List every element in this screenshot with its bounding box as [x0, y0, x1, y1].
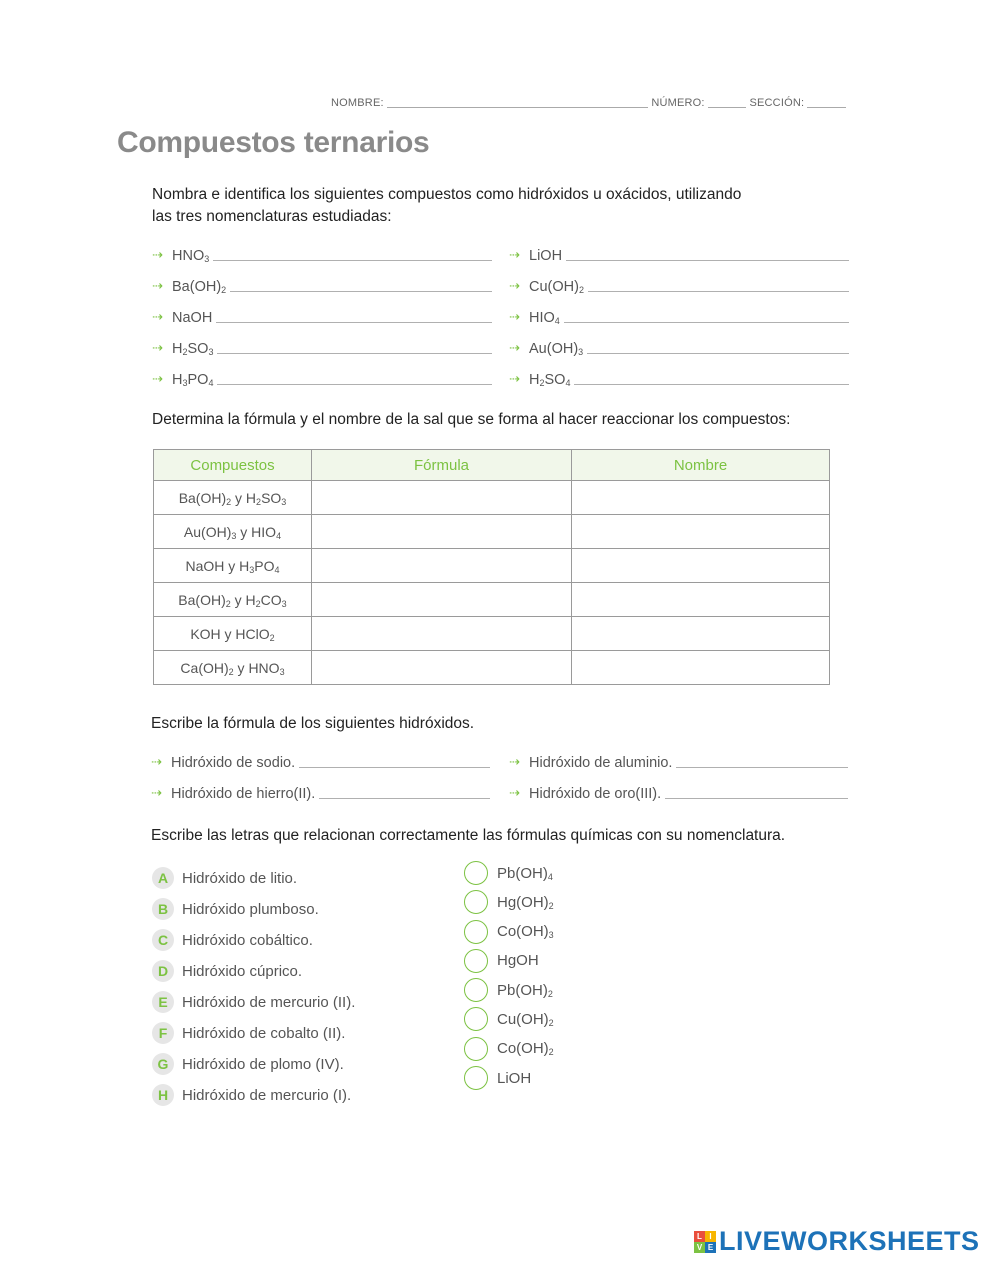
- numero-label: NÚMERO:: [651, 97, 705, 109]
- section4-instruction: Escribe las letras que relacionan correctamente las fórmulas químicas con su nomenclatura.: [151, 827, 786, 844]
- subscript: 2: [182, 347, 188, 357]
- name-text: Hidróxido de mercurio (I).: [182, 1086, 352, 1104]
- arrow-icon: ⇢: [152, 278, 163, 293]
- arrow-icon: ⇢: [509, 785, 520, 800]
- name-text: Hidróxido de plomo (IV).: [182, 1055, 344, 1073]
- formula-part: Ca(OH): [180, 659, 229, 676]
- subscript: 3: [204, 254, 210, 264]
- answer-circle[interactable]: [464, 1066, 488, 1090]
- answer-circle[interactable]: [464, 949, 488, 973]
- answer-line[interactable]: [217, 353, 492, 354]
- formula-part: SO: [261, 489, 282, 506]
- formula-part: CO: [260, 591, 282, 608]
- answer-line[interactable]: [574, 384, 849, 385]
- table-row: [154, 515, 830, 549]
- compound-item: [152, 306, 492, 326]
- page-title: Compuestos ternarios: [117, 126, 430, 159]
- compound-item: [509, 244, 849, 264]
- formula-part: y H: [230, 591, 256, 608]
- hydroxide-item: [151, 751, 490, 771]
- logo-mark-letter: E: [705, 1242, 716, 1253]
- formula-item: [464, 1036, 664, 1062]
- arrow-icon: ⇢: [509, 754, 520, 769]
- nombre-label: NOMBRE:: [331, 97, 384, 109]
- formula-part: y HIO: [236, 523, 277, 540]
- subscript: 2: [225, 598, 231, 609]
- compound-item: [509, 306, 849, 326]
- subscript: 4: [547, 871, 553, 882]
- seccion-label: SECCIÓN:: [749, 97, 805, 109]
- answer-line[interactable]: [665, 798, 848, 799]
- compounds-cell: [154, 515, 312, 549]
- name-item: [152, 897, 452, 921]
- letter-badge: G: [152, 1053, 174, 1075]
- formula-text: [497, 1011, 554, 1028]
- subscript: 2: [548, 900, 554, 911]
- hydroxide-name: Hidróxido de aluminio.: [529, 755, 673, 771]
- seccion-field[interactable]: [807, 97, 846, 108]
- answer-circle[interactable]: [464, 861, 488, 885]
- arrow-icon: ⇢: [509, 309, 520, 324]
- formula-text: [497, 1070, 531, 1087]
- compound-formula: [172, 310, 212, 326]
- formula-part: LiOH: [529, 248, 563, 264]
- table-row: [154, 549, 830, 583]
- letter-badge: A: [152, 867, 174, 889]
- arrow-icon: ⇢: [152, 309, 163, 324]
- formula-part: H: [529, 372, 540, 388]
- subscript: 3: [182, 378, 188, 388]
- compound-formula: [172, 248, 209, 264]
- formula-text: [497, 1040, 554, 1057]
- formula-part: Cu(OH): [497, 1010, 549, 1028]
- formula-item: [464, 1065, 664, 1091]
- letter-badge: D: [152, 960, 174, 982]
- subscript: 2: [548, 1017, 554, 1028]
- formula-part: KOH y HClO: [190, 625, 270, 642]
- answer-line[interactable]: [299, 767, 490, 768]
- formula-item: [464, 860, 664, 886]
- table-row: [154, 583, 830, 617]
- compound-formula: [529, 372, 570, 388]
- answer-circle[interactable]: [464, 1007, 488, 1031]
- subscript: 4: [276, 530, 282, 541]
- formula-part: Ba(OH): [178, 591, 226, 608]
- hydroxide-item: [509, 782, 848, 802]
- subscript: 3: [231, 530, 237, 541]
- formula-part: NaOH y H: [185, 557, 250, 574]
- section1-right-column: [509, 244, 849, 399]
- formula-item: [464, 1006, 664, 1032]
- answer-line[interactable]: [564, 322, 849, 323]
- formula-item: [464, 889, 664, 915]
- compounds-cell: [154, 617, 312, 651]
- answer-line[interactable]: [676, 767, 848, 768]
- formula-cell[interactable]: [312, 481, 572, 515]
- numero-field[interactable]: [708, 97, 747, 108]
- formula-text: [497, 952, 539, 969]
- name-item: [152, 928, 452, 952]
- letter-badge: H: [152, 1084, 174, 1106]
- answer-line[interactable]: [216, 322, 492, 323]
- formula-part: Cu(OH): [529, 279, 579, 295]
- formula-part: Au(OH): [529, 341, 579, 357]
- header-compuestos: Compuestos: [154, 450, 312, 481]
- compound-item: [509, 368, 849, 388]
- compound-formula: [172, 279, 226, 295]
- formula-cell[interactable]: [312, 549, 572, 583]
- formula-cell[interactable]: [312, 651, 572, 685]
- formula-part: PO: [187, 372, 209, 388]
- answer-line[interactable]: [566, 260, 849, 261]
- salt-table: [153, 449, 830, 685]
- formula-part: PO: [254, 557, 275, 574]
- subscript: 2: [548, 1047, 554, 1058]
- subscript: 3: [578, 347, 584, 357]
- compound-item: [152, 275, 492, 295]
- logo-text: LIVEWORKSHEETS: [719, 1226, 980, 1256]
- subscript: 2: [578, 285, 584, 295]
- hydroxide-item: [151, 782, 490, 802]
- name-text: Hidróxido de cobalto (II).: [182, 1024, 346, 1042]
- subscript: 2: [228, 666, 234, 677]
- arrow-icon: ⇢: [509, 371, 520, 386]
- formula-part: HIO: [529, 310, 555, 326]
- formula-text: [497, 894, 554, 911]
- subscript: 4: [208, 378, 214, 388]
- table-row: [154, 617, 830, 651]
- nombre-cell[interactable]: [572, 549, 830, 583]
- formula-cell[interactable]: [312, 617, 572, 651]
- answer-circle[interactable]: [464, 1037, 488, 1061]
- answer-circle[interactable]: [464, 890, 488, 914]
- subscript: 4: [565, 378, 571, 388]
- formula-text: [497, 865, 553, 882]
- answer-line[interactable]: [588, 291, 849, 292]
- subscript: 4: [554, 316, 560, 326]
- formula-part: Pb(OH): [497, 864, 548, 882]
- formula-part: Co(OH): [497, 1040, 549, 1058]
- arrow-icon: ⇢: [509, 340, 520, 355]
- formula-item: [464, 919, 664, 945]
- formula-part: HgOH: [497, 952, 539, 970]
- name-item: [152, 990, 452, 1014]
- logo-mark-icon: [694, 1231, 716, 1253]
- section1-instruction-line1: Nombra e identifica los siguientes compuestos como hidróxidos u oxácidos, utilizando: [152, 186, 742, 203]
- answer-line[interactable]: [217, 384, 492, 385]
- nombre-field[interactable]: [387, 97, 649, 108]
- nombre-cell[interactable]: [572, 583, 830, 617]
- answer-circle[interactable]: [464, 978, 488, 1002]
- answer-line[interactable]: [230, 291, 492, 292]
- answer-line[interactable]: [319, 798, 490, 799]
- compounds-cell: [154, 583, 312, 617]
- formula-part: y H: [231, 489, 257, 506]
- section1-left-column: [152, 244, 492, 399]
- formula-part: NaOH: [172, 310, 213, 326]
- subscript: 2: [226, 496, 232, 507]
- compound-item: [152, 337, 492, 357]
- compound-formula: [529, 279, 584, 295]
- arrow-icon: ⇢: [509, 247, 520, 262]
- compound-formula: [172, 341, 213, 357]
- subscript: 2: [256, 496, 262, 507]
- formula-item: [464, 948, 664, 974]
- compounds-cell: [154, 549, 312, 583]
- formula-part: Pb(OH): [497, 981, 548, 999]
- logo-mark-letter: L: [694, 1231, 705, 1242]
- section1-instruction: [152, 184, 741, 228]
- letter-badge: F: [152, 1022, 174, 1044]
- formula-part: H: [172, 372, 183, 388]
- letter-badge: E: [152, 991, 174, 1013]
- formula-part: Ba(OH): [178, 489, 227, 506]
- subscript: 2: [539, 378, 545, 388]
- arrow-icon: ⇢: [509, 278, 520, 293]
- name-item: [152, 866, 452, 890]
- arrow-icon: ⇢: [151, 785, 162, 800]
- nombre-cell[interactable]: [572, 617, 830, 651]
- student-header: [331, 93, 849, 109]
- nombre-cell[interactable]: [572, 515, 830, 549]
- compound-item: [509, 275, 849, 295]
- liveworksheets-logo: [694, 1226, 980, 1257]
- formula-part: H: [172, 341, 183, 357]
- nombre-cell[interactable]: [572, 481, 830, 515]
- compound-formula: [172, 372, 213, 388]
- formula-part: LiOH: [497, 1069, 532, 1087]
- section1-instruction-line2: las tres nomenclaturas estudiadas:: [152, 208, 392, 225]
- section3-items: [151, 751, 848, 802]
- formula-part: Co(OH): [497, 923, 549, 941]
- formula-part: Au(OH): [183, 523, 232, 540]
- subscript: 3: [281, 598, 287, 609]
- table-row: [154, 481, 830, 515]
- name-item: [152, 1021, 452, 1045]
- formula-text: [497, 923, 554, 940]
- subscript: 3: [208, 347, 214, 357]
- subscript: 3: [281, 496, 287, 507]
- formulas-list: [464, 860, 664, 1094]
- name-text: Hidróxido cúprico.: [182, 962, 303, 980]
- formula-cell[interactable]: [312, 583, 572, 617]
- subscript: 2: [255, 598, 261, 609]
- answer-circle[interactable]: [464, 920, 488, 944]
- hydroxide-name: Hidróxido de sodio.: [171, 755, 296, 771]
- table-row: [154, 651, 830, 685]
- subscript: 3: [279, 666, 285, 677]
- formula-part: HNO: [172, 248, 205, 264]
- subscript: 4: [274, 564, 280, 575]
- section3-instruction: Escribe la fórmula de los siguientes hidróxidos.: [151, 715, 475, 732]
- answer-line[interactable]: [587, 353, 849, 354]
- arrow-icon: ⇢: [152, 247, 163, 262]
- formula-part: SO: [187, 341, 209, 357]
- hydroxide-name: Hidróxido de hierro(II).: [171, 786, 316, 802]
- arrow-icon: ⇢: [152, 340, 163, 355]
- compound-item: [152, 368, 492, 388]
- name-text: Hidróxido cobáltico.: [182, 931, 313, 949]
- formula-part: y HNO: [233, 659, 280, 676]
- arrow-icon: ⇢: [151, 754, 162, 769]
- name-text: Hidróxido de litio.: [182, 869, 298, 887]
- subscript: 2: [269, 632, 275, 643]
- formula-text: [497, 982, 553, 999]
- nombre-cell[interactable]: [572, 651, 830, 685]
- compounds-cell: [154, 481, 312, 515]
- arrow-icon: ⇢: [152, 371, 163, 386]
- compound-formula: [529, 341, 583, 357]
- compound-item: [152, 244, 492, 264]
- formula-part: Hg(OH): [497, 893, 549, 911]
- name-item: [152, 1052, 452, 1076]
- names-list: [152, 866, 452, 1114]
- header-nombre: Nombre: [572, 450, 830, 481]
- subscript: 2: [221, 285, 227, 295]
- name-item: [152, 959, 452, 983]
- formula-cell[interactable]: [312, 515, 572, 549]
- logo-mark-letter: I: [705, 1231, 716, 1242]
- name-text: Hidróxido plumboso.: [182, 900, 319, 918]
- formula-part: Ba(OH): [172, 279, 222, 295]
- compound-formula: [529, 248, 562, 264]
- subscript: 3: [548, 930, 554, 941]
- letter-badge: B: [152, 898, 174, 920]
- hydroxide-item: [509, 751, 848, 771]
- name-item: [152, 1083, 452, 1107]
- formula-part: SO: [544, 372, 566, 388]
- hydroxide-name: Hidróxido de oro(III).: [529, 786, 662, 802]
- logo-mark-letter: V: [694, 1242, 705, 1253]
- compounds-cell: [154, 651, 312, 685]
- header-formula: Fórmula: [312, 450, 572, 481]
- subscript: 3: [249, 564, 255, 575]
- subscript: 2: [547, 988, 553, 999]
- name-text: Hidróxido de mercurio (II).: [182, 993, 356, 1011]
- section2-instruction: Determina la fórmula y el nombre de la sal que se forma al hacer reaccionar los compuestos:: [152, 411, 791, 428]
- compound-formula: [529, 310, 560, 326]
- answer-line[interactable]: [213, 260, 492, 261]
- formula-item: [464, 977, 664, 1003]
- letter-badge: C: [152, 929, 174, 951]
- compound-item: [509, 337, 849, 357]
